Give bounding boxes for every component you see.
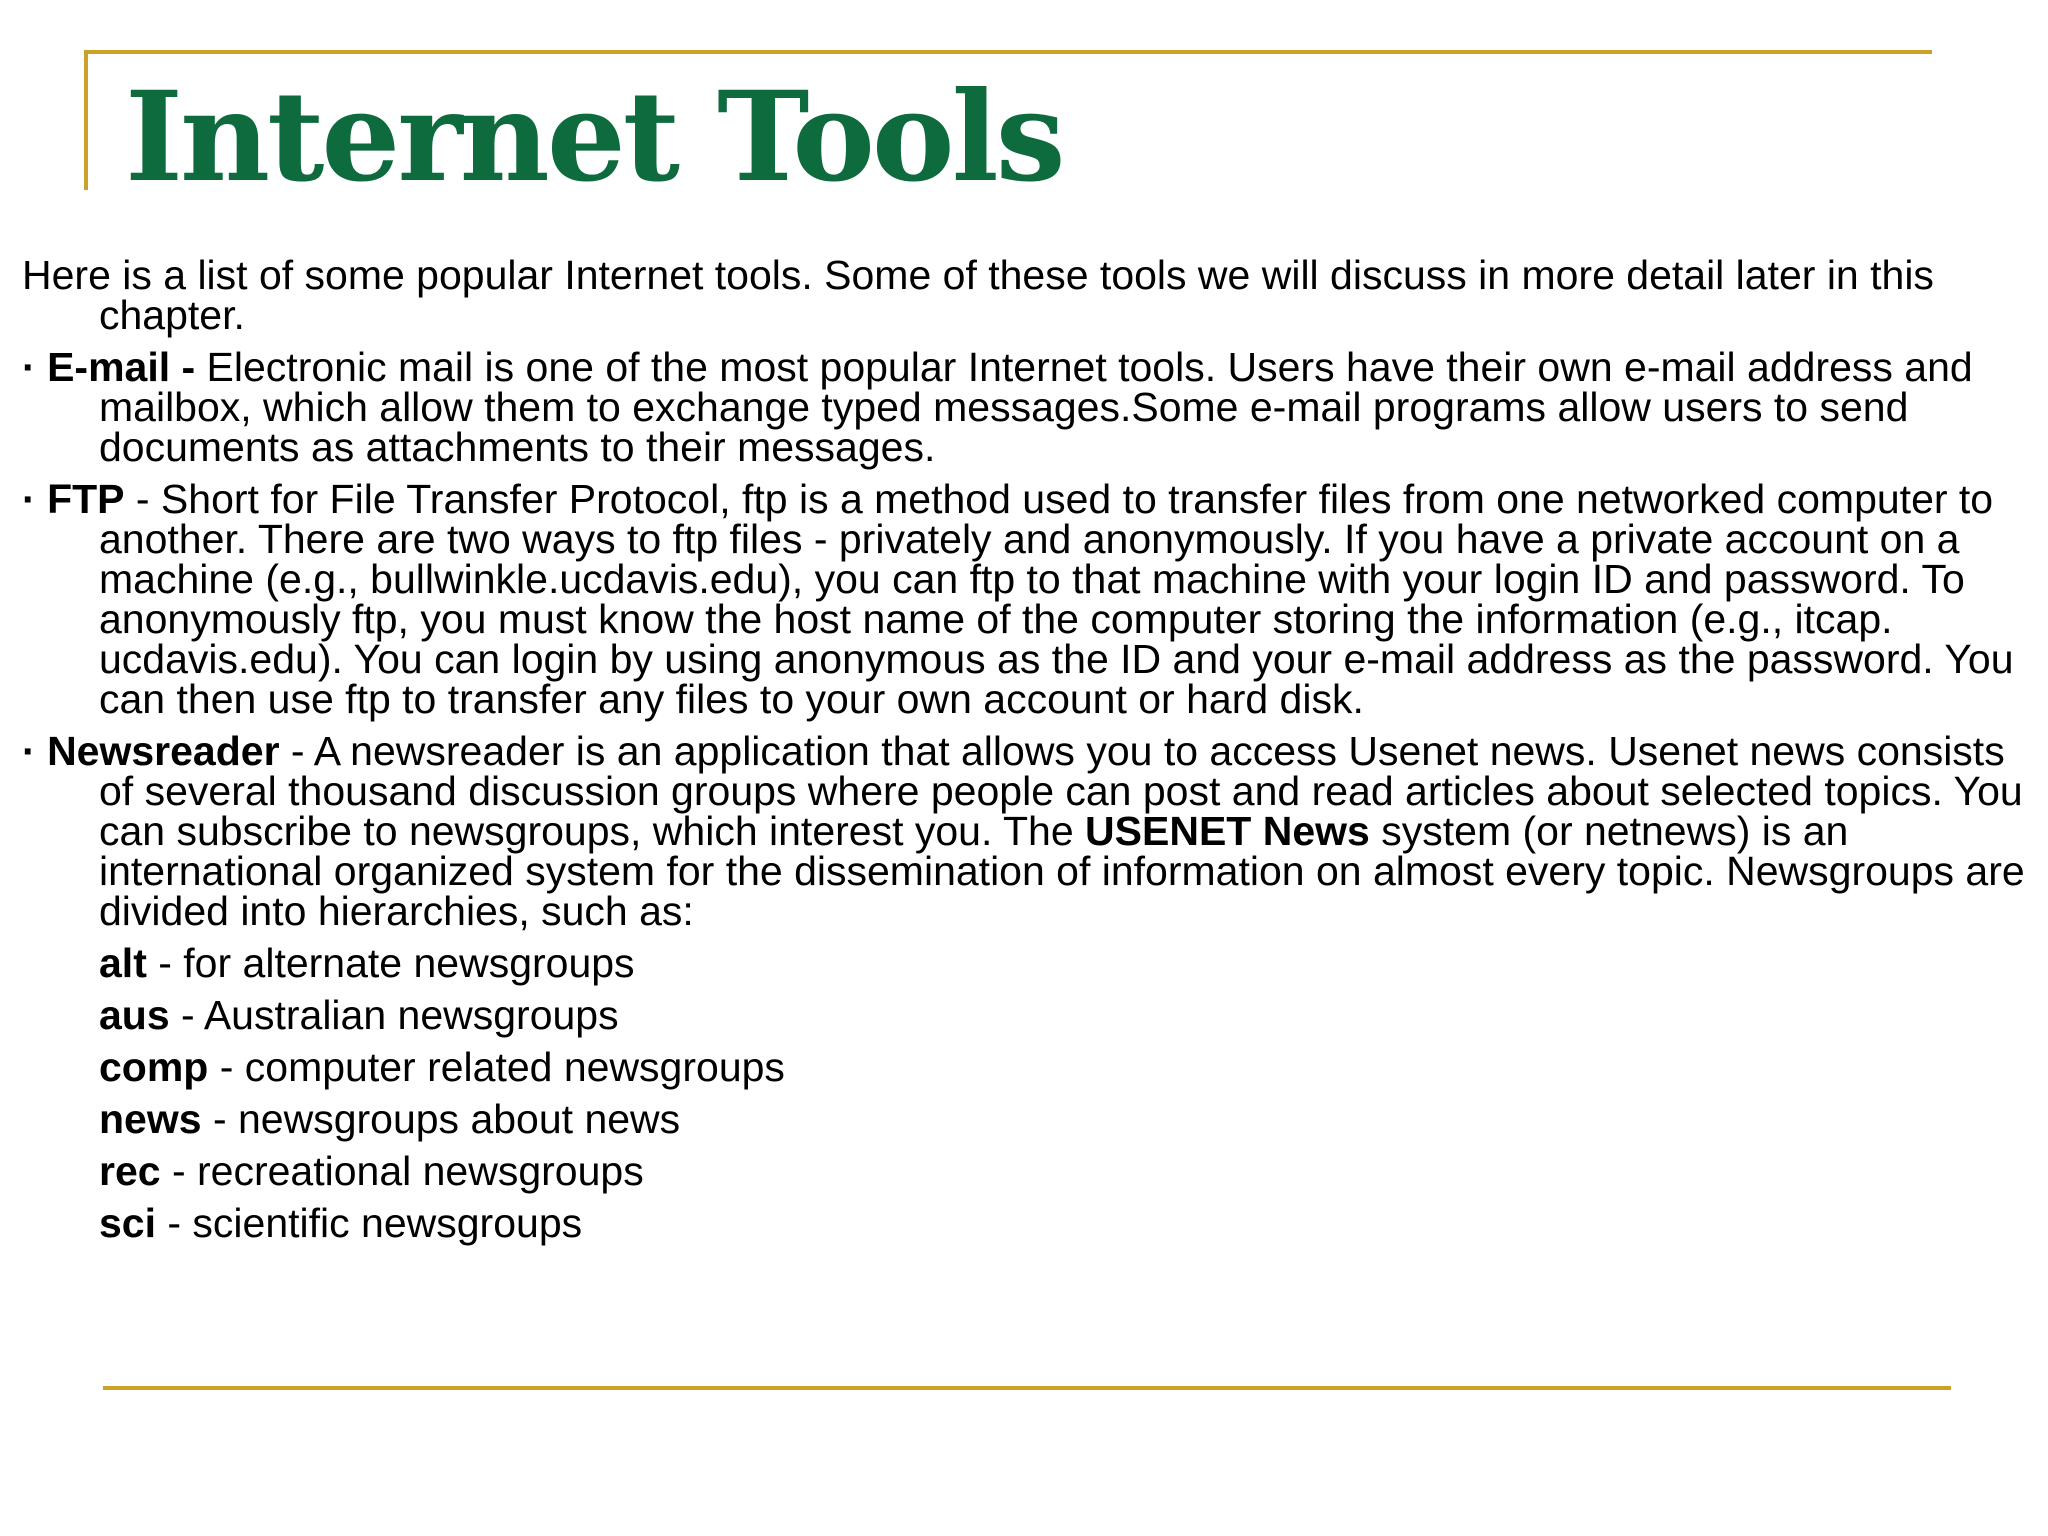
hierarchy-desc: - scientific newsgroups xyxy=(156,1200,583,1246)
hierarchy-desc: - computer related newsgroups xyxy=(208,1044,785,1090)
hierarchy-item xyxy=(99,1148,2028,1194)
term-email: E-mail - xyxy=(47,344,196,390)
bullet-dot: · xyxy=(22,344,36,390)
top-rule xyxy=(84,50,1932,54)
hierarchy-name: rec xyxy=(99,1148,161,1194)
term-usenet-news: USENET News xyxy=(1085,808,1370,854)
hierarchy-name: aus xyxy=(99,992,170,1038)
hierarchy-desc: - newsgroups about news xyxy=(201,1096,681,1142)
hierarchy-name: alt xyxy=(99,940,147,986)
email-description: Electronic mail is one of the most popular Internet tools. Users have their own e-mail address and mailbox, which allow them to exchange typed messages.Some e-mail programs allow users to send documents as attachments to their messages. xyxy=(99,344,1973,470)
bullet-dot: · xyxy=(22,476,36,522)
term-newsreader: Newsreader xyxy=(47,728,280,774)
hierarchy-item xyxy=(99,1096,2028,1142)
newsreader-description-a: - A newsreader is an application that allows you to access Usenet news. Usenet news consists of several thousand discussion groups where people can post and read articles about selected topics. You can subscribe to newsgroups, which interest you. The xyxy=(99,728,2023,854)
hierarchy-desc: - Australian newsgroups xyxy=(169,992,619,1038)
intro-paragraph: Here is a list of some popular Internet tools. Some of these tools we will discuss in more detail later in this chapter. xyxy=(22,252,1934,338)
ftp-description: - Short for File Transfer Protocol, ftp is a method used to transfer files from one networked computer to another. There are two ways to ftp files - privately and anonymously. If you have a private account on a machine (e.g., bullwinkle.ucdavis.edu), you can ftp to that machine with your login ID and password. To anonymously ftp, you must know the host name of the computer storing the information (e.g., itcap. ucdavis.edu). You can login by using anonymous as the ID and your e-mail address as the password. You can then use ftp to transfer any files to your own account or hard disk. xyxy=(99,476,2014,722)
hierarchy-desc: - for alternate newsgroups xyxy=(146,940,635,986)
bullet-email xyxy=(22,344,2028,470)
bullet-ftp xyxy=(22,476,2028,722)
hierarchy-item xyxy=(99,1200,2028,1246)
term-ftp: FTP xyxy=(47,476,125,522)
bullet-newsreader xyxy=(22,728,2028,934)
hierarchy-item xyxy=(99,940,2028,986)
slide-body xyxy=(22,252,2028,1255)
slide-title: Internet Tools xyxy=(125,65,1063,210)
hierarchy-name: news xyxy=(99,1096,202,1142)
hierarchy-item xyxy=(99,992,2028,1038)
bottom-rule xyxy=(103,1386,1951,1390)
hierarchy-item xyxy=(99,1044,2028,1090)
left-rule xyxy=(84,50,88,190)
hierarchy-name: sci xyxy=(99,1200,156,1246)
hierarchy-name: comp xyxy=(99,1044,209,1090)
newsreader-description-b: system (or netnews) is an international organized system for the dissemination of information on almost every topic. Newsgroups are divided into hierarchies, such as: xyxy=(99,808,2025,934)
bullet-dot: · xyxy=(22,728,36,774)
hierarchy-desc: - recreational newsgroups xyxy=(160,1148,644,1194)
